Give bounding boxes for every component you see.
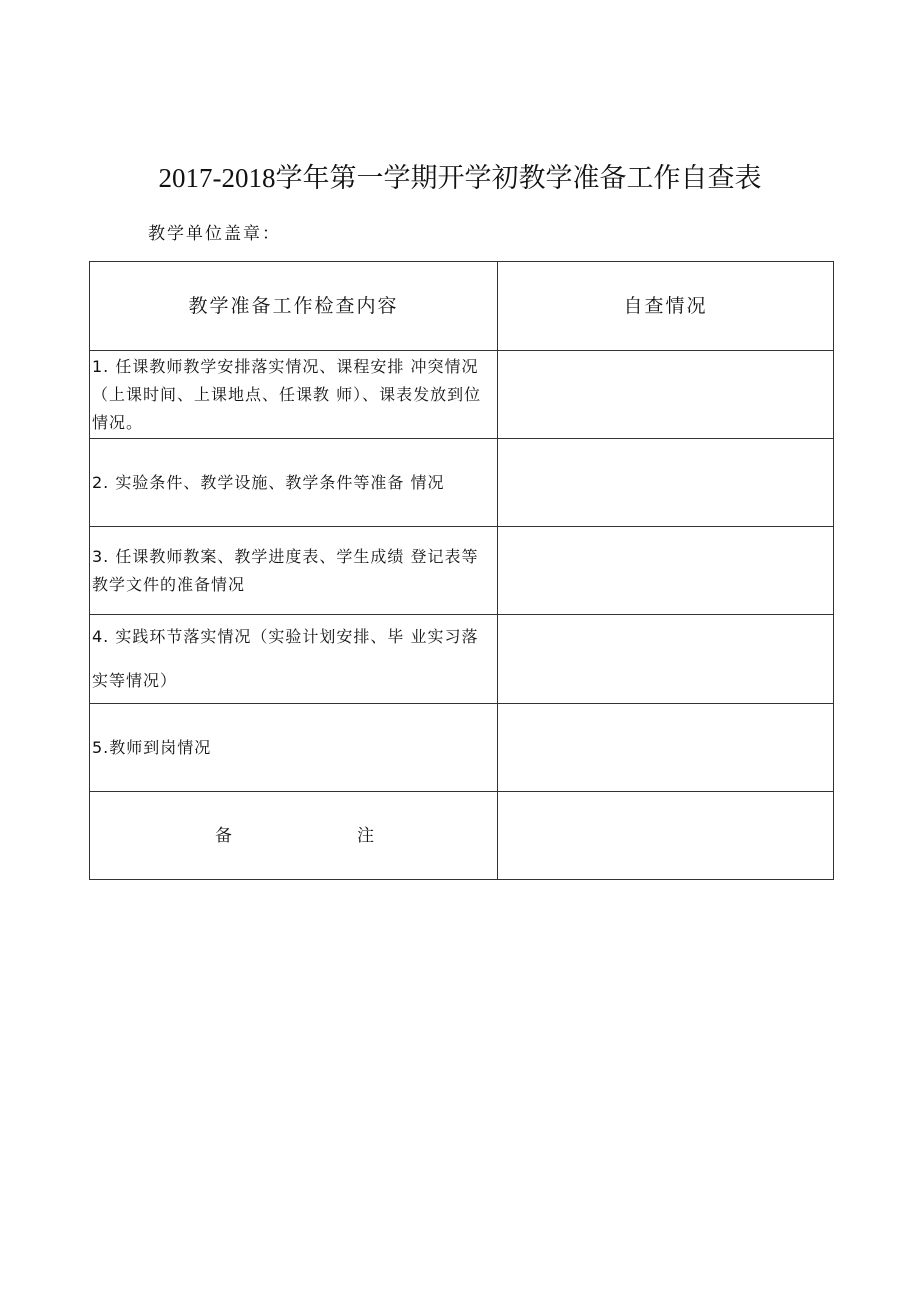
item-content-cell: 3. 任课教师教案、教学进度表、学生成绩 登记表等教学文件的准备情况: [90, 527, 498, 615]
remarks-row: [90, 792, 834, 880]
item-status-cell[interactable]: [498, 615, 834, 704]
table-header-row: [90, 262, 834, 351]
table-row: [90, 527, 834, 615]
remarks-label: [92, 822, 495, 850]
remarks-label-left: 备: [215, 825, 233, 846]
item-status-cell[interactable]: [498, 704, 834, 792]
item-content-cell: 4. 实践环节落实情况（实验计划安排、毕 业实习落实等情况）: [90, 615, 498, 704]
table-row: [90, 439, 834, 527]
header-status-cell: 自查情况: [498, 262, 834, 351]
table-row: [90, 615, 834, 704]
remarks-label-cell: [90, 792, 498, 880]
table-row: [90, 704, 834, 792]
item-status-cell[interactable]: [498, 527, 834, 615]
page-title: 2017-2018学年第一学期开学初教学准备工作自查表: [158, 163, 762, 193]
item-content-cell: 5.教师到岗情况: [90, 704, 498, 792]
item-content-cell: 2. 实验条件、教学设施、教学条件等准备 情况: [90, 439, 498, 527]
table-row: [90, 351, 834, 439]
header-content-cell: 教学准备工作检查内容: [90, 262, 498, 351]
remarks-label-right: 注: [357, 825, 375, 846]
item-status-cell[interactable]: [498, 439, 834, 527]
self-check-table: [89, 261, 834, 880]
remarks-status-cell[interactable]: [498, 792, 834, 880]
seal-label: 教学单位盖章：: [148, 224, 281, 244]
item-status-cell[interactable]: [498, 351, 834, 439]
item-content-cell: 1. 任课教师教学安排落实情况、课程安排 冲突情况（上课时间、上课地点、任课教 师）、课表发放到位情况。: [90, 351, 498, 439]
